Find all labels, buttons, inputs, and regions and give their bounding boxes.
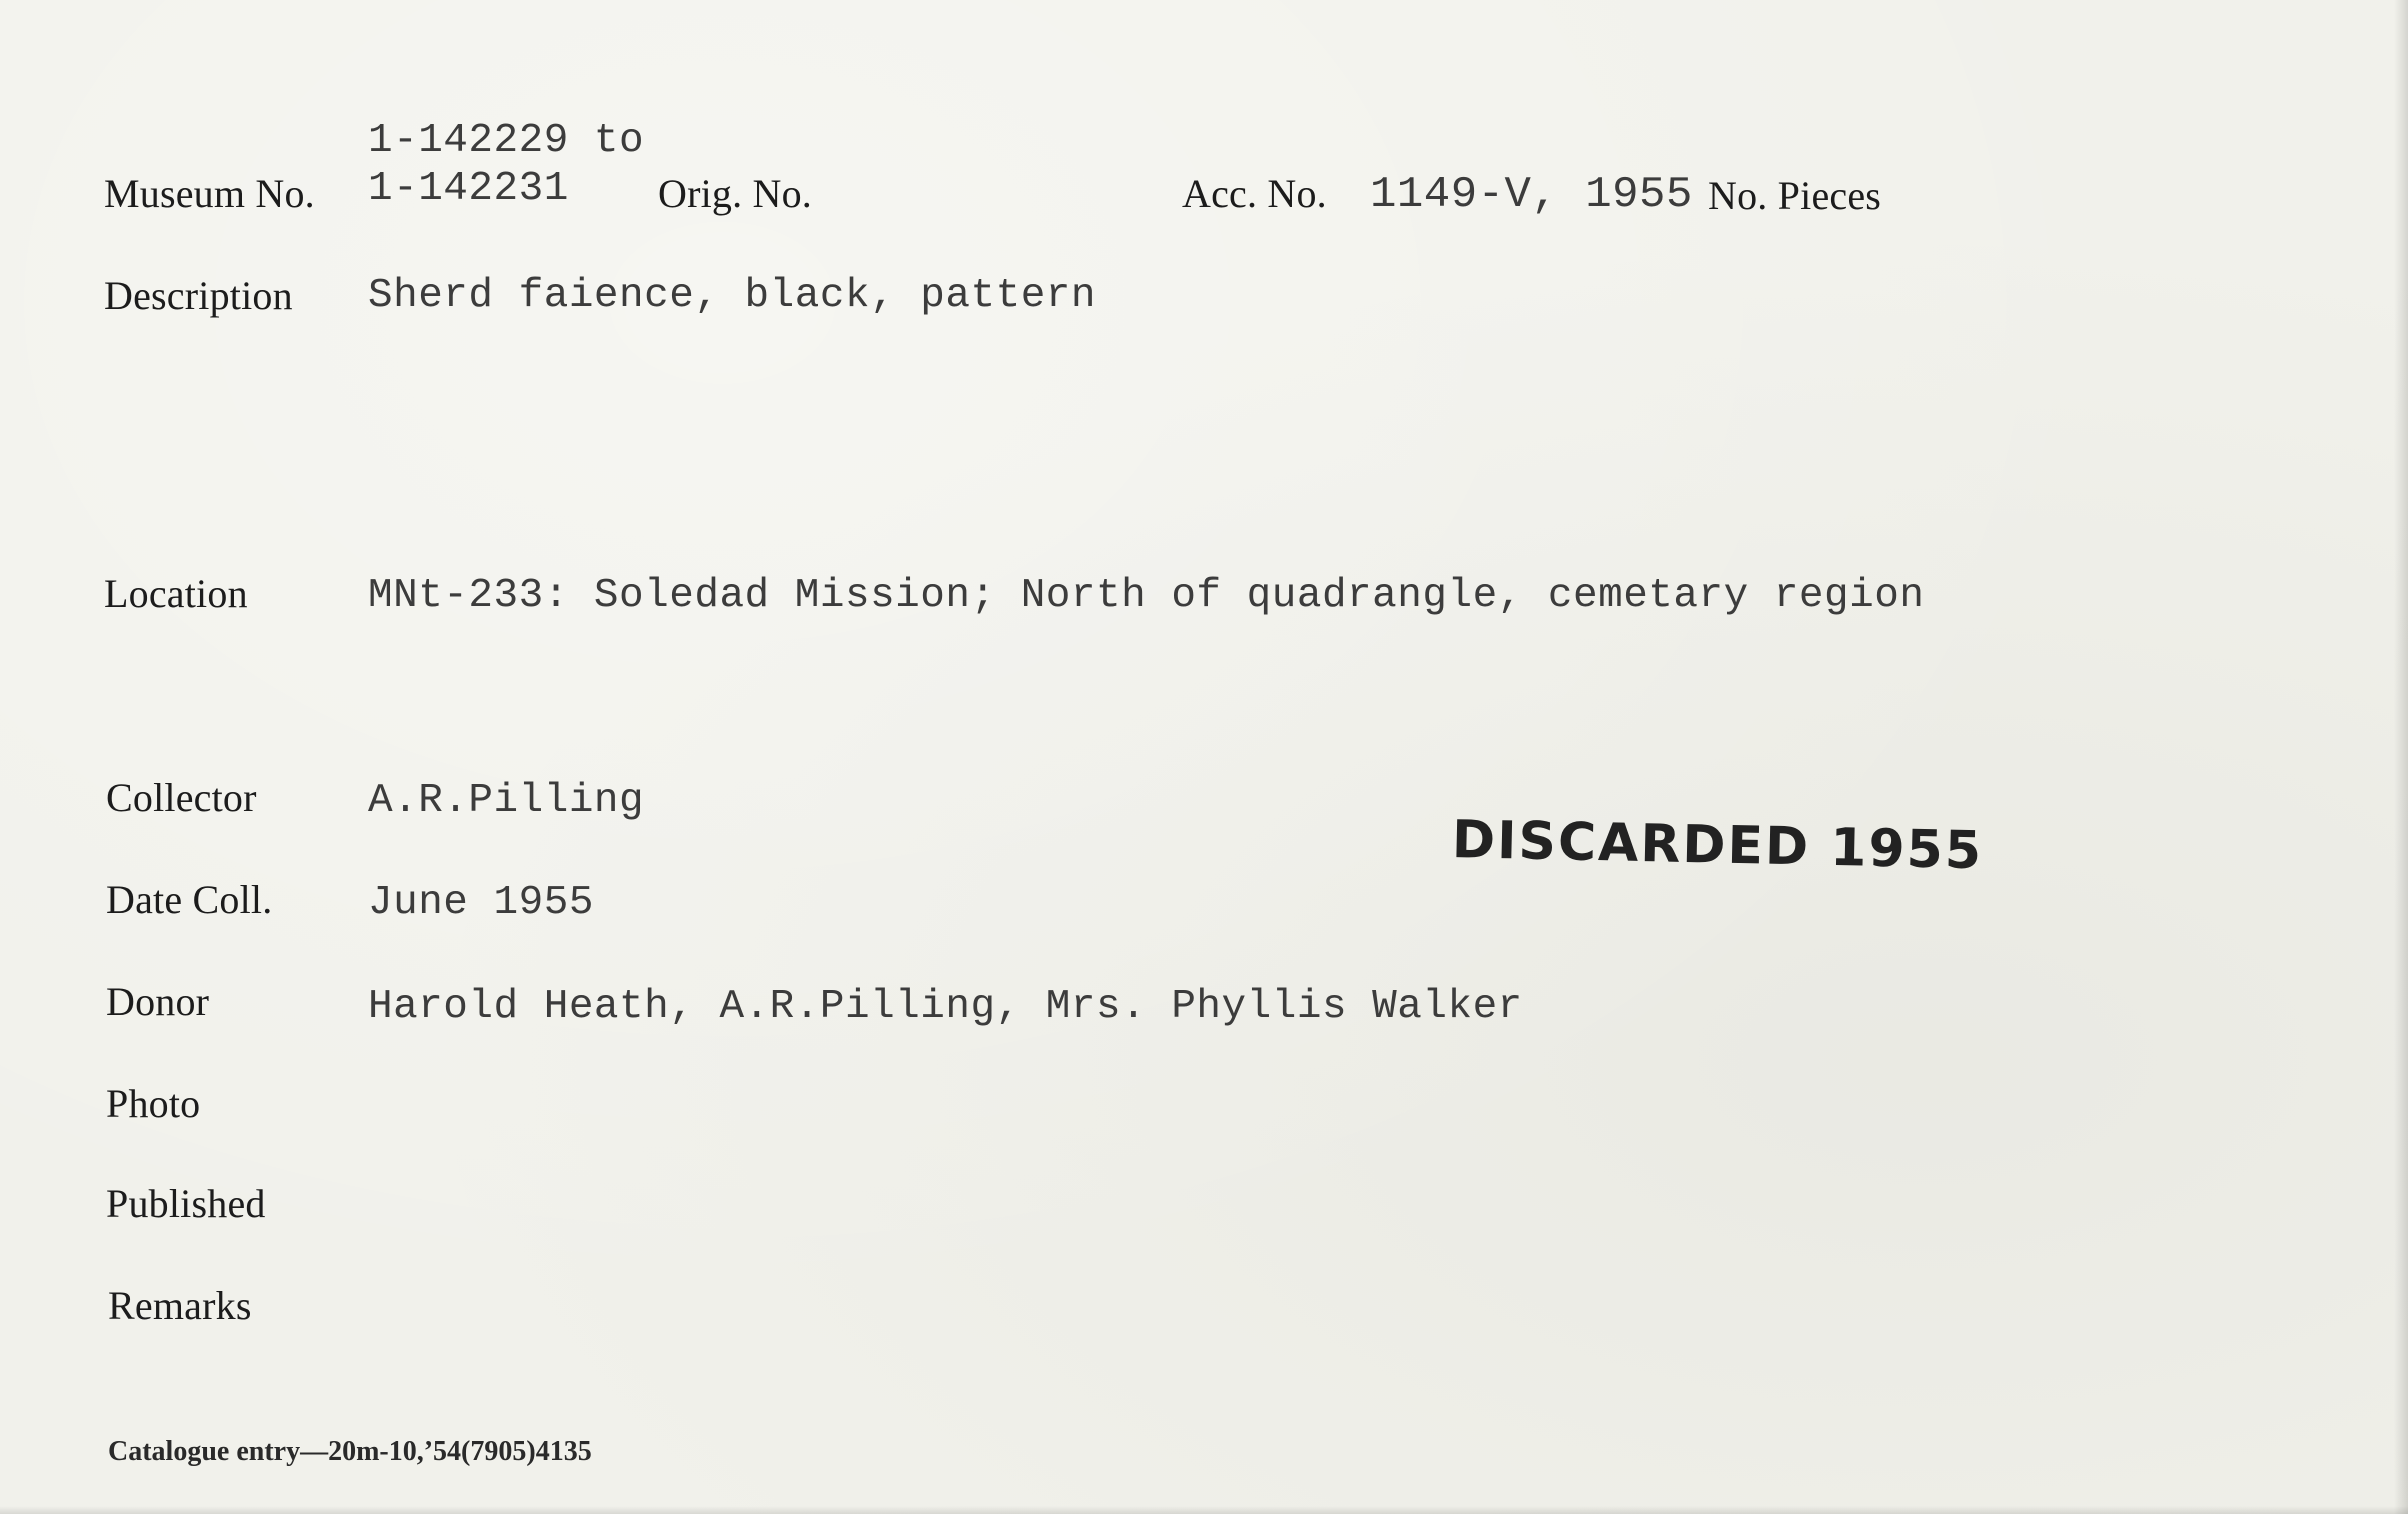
collector-value: A.R.Pilling [368,778,645,824]
museum-no-value-line2: 1-142231 [368,166,569,212]
published-label: Published [106,1181,266,1226]
location-value: MNt-233: Soledad Mission; North of quadrangle, cemetary region [368,573,1925,619]
date-coll-label: Date Coll. [106,877,273,922]
acc-no-label: Acc. No. [1182,171,1327,216]
description-label: Description [104,273,293,318]
card-edge-shadow [2394,0,2408,1514]
description-value: Sherd faience, black, pattern [368,273,1097,319]
no-pieces-label: No. Pieces [1708,173,1882,218]
museum-no-label: Museum No. [104,171,315,216]
collector-label: Collector [106,775,257,820]
donor-value: Harold Heath, A.R.Pilling, Mrs. Phyllis Walker [368,984,1523,1030]
donor-label: Donor [106,979,210,1024]
discarded-stamp: DISCARDED 1955 [1451,810,1984,882]
date-coll-value: June 1955 [368,880,594,926]
photo-label: Photo [106,1081,201,1126]
orig-no-label: Orig. No. [658,171,813,216]
acc-no-value: 1149-V, 1955 [1370,170,1693,220]
museum-no-value-line1: 1-142229 to [368,118,645,164]
catalogue-footer: Catalogue entry—20m-10,’54(7905)4135 [108,1436,592,1467]
card-bottom-edge [0,1506,2408,1514]
location-label: Location [104,571,248,616]
remarks-label: Remarks [108,1283,252,1328]
